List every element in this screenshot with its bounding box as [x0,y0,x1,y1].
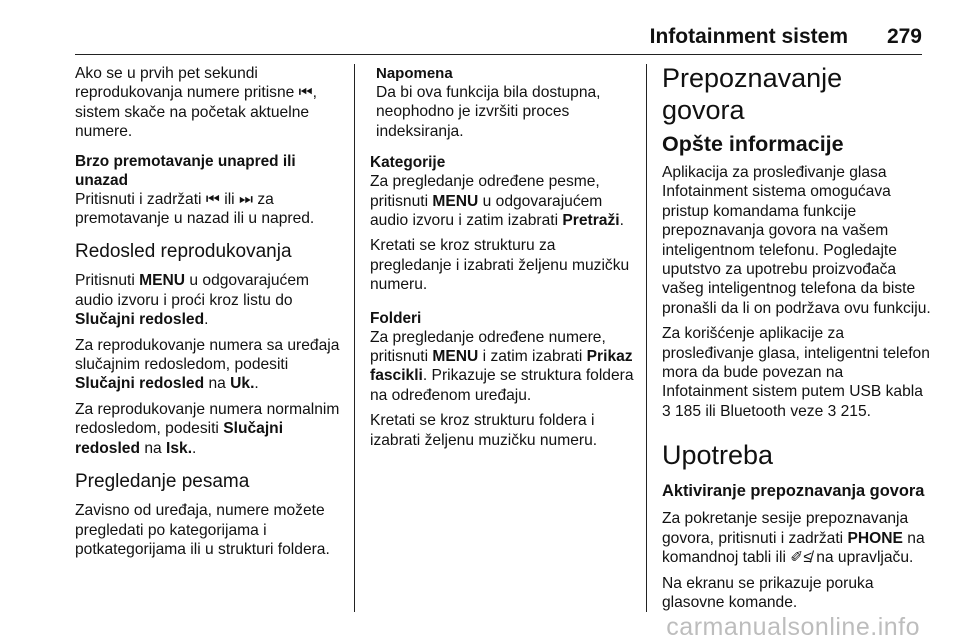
activation-paragraph: Za pokretanje sesije prepoznavanja govora, pritisnuti i zadržati PHONE na komandnoj tabli ili ✐≰ na upravljaču. [662,510,925,567]
usage-requirements-paragraph: Za korišćenje aplikacije za prosleđivanje glasa, inteligentni telefon mora da bude povezan na Infotainment sistem putem USB kabla 3 185 ili Bluetooth veze 3 215. [662,325,930,420]
fast-forward-text: Pritisnuti i zadržati ⏮ ili ⏭ za premotavanje u nazad ili u napred. [75,190,315,228]
column-3 [662,62,932,618]
voice-control-icon: ✐≰ [790,549,812,567]
column-divider-1 [354,64,355,612]
column-divider-2 [646,64,647,612]
browse-heading: Pregledanje pesama [75,471,250,493]
browse-text: Zavisno od uređaja, numere možete pregledati po kategorijama i potkategorijama ili u strukturi foldera. [75,502,330,558]
categories-paragraph-2: Kretati se kroz strukturu za pregledanje i izabrati željenu muzičku numeru. [370,237,630,294]
shuffle-paragraph-2: Za reprodukovanje numera sa uređaja slučajnim redosledom, podesiti Slučajni redosled na Uk.. [75,336,340,393]
column-1 [75,64,345,565]
categories-heading: Kategorije [370,154,446,172]
categories-paragraph-1: Za pregledanje određene pesme, pritisnuti MENU u odgovarajućem audio izvoru i zatim izabrati Pretraži. [370,173,624,230]
intro-paragraph: Aplikacija za prosleđivanje glasa Infotainment sistema omogućava pristup komandama funkcije prepoznavanja govora na vašem inteligentnom telefonu. Pogledajte uputstvo za upotrebu proizvođača vašeg inteligentnog telefona da biste pronašli da li on podržava ovu funkciju. [662,164,931,317]
folders-heading: Folderi [370,309,422,327]
screen-message-paragraph: Na ekranu se prikazuje poruka glasovne komande. [662,574,874,611]
activation-heading: Aktiviranje prepoznavanja govora [662,482,925,501]
section-title: Prepoznavanje govora [662,63,843,125]
subsection-title: Opšte informacije [662,132,844,156]
skip-paragraph: Ako se u prvih pet sekundi reprodukovanja numere pritisne ⏮, sistem skače na početak aktuelne numere. [75,65,318,141]
page-header [0,25,960,57]
note-label: Napomena [376,65,453,82]
usage-title: Upotreba [662,440,774,471]
page-reference-185[interactable]: 3 185 [662,402,702,420]
watermark: carmanualsonline.info [666,613,920,641]
shuffle-paragraph-1: Pritisnuti MENU u odgovarajućem audio izvoru i proći kroz listu do Slučajni redosled. [75,272,310,329]
fast-forward-heading: Brzo premotavanje unapred ili unazad [75,152,296,189]
folders-paragraph-1: Za pregledanje određene numere, pritisnuti MENU i zatim izabrati Prikaz fascikli. Prikazuje se struktura foldera na određenom uređaju. [370,328,634,404]
note-text: Da bi ova funkcija bila dostupna, neophodno je izvršiti proces indeksiranja. [376,84,601,140]
page-reference-215[interactable]: 3 215 [827,402,867,420]
shuffle-paragraph-3: Za reprodukovanje numera normalnim redosledom, podesiti Slučajni redosled na Isk.. [75,400,340,457]
shuffle-heading: Redosled reprodukovanja [75,241,292,263]
page-number: 279 [886,25,922,48]
column-2 [370,64,635,456]
header-rule [75,54,922,55]
note-box [370,64,635,141]
header-title: Infotainment sistem [649,25,848,48]
folders-paragraph-2: Kretati se kroz strukturu foldera i izabrati željenu muzičku numeru. [370,412,598,449]
